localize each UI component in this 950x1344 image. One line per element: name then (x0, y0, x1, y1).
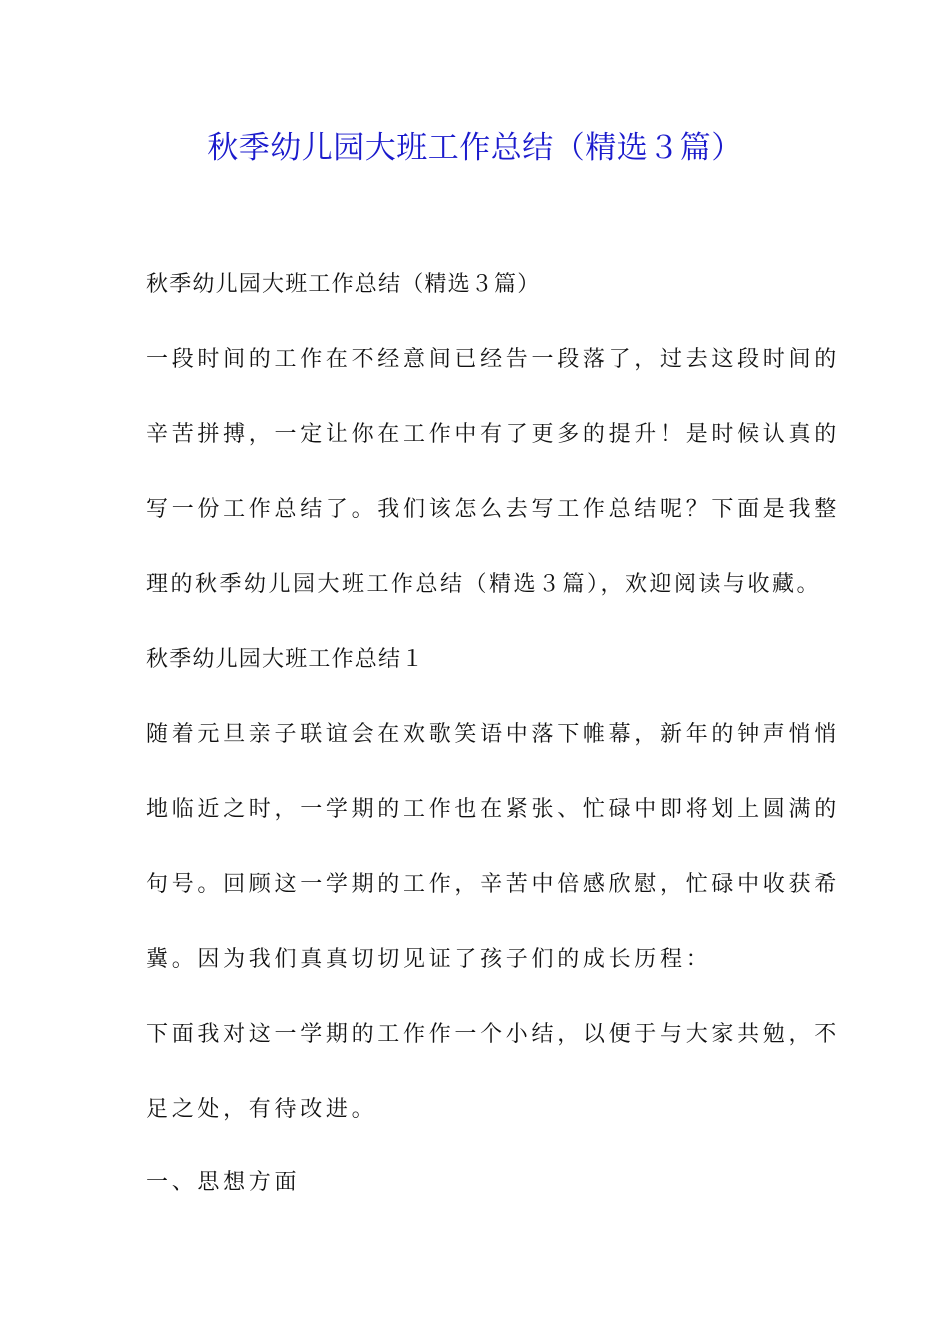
paragraph-line: 写一份工作总结了。我们该怎么去写工作总结呢？下面是我整 (146, 497, 840, 522)
paragraph-line: 辛苦拼搏，一定让你在工作中有了更多的提升！是时候认真的 (146, 422, 840, 447)
paragraph-line: 一段时间的工作在不经意间已经告一段落了，过去这段时间的 (146, 347, 840, 372)
paragraph-line: 句号。回顾这一学期的工作，辛苦中倍感欣慰，忙碌中收获希 (146, 872, 840, 897)
document-title: 秋季幼儿园大班工作总结（精选３篇） (207, 130, 743, 166)
paragraph-line: 随着元旦亲子联谊会在欢歌笑语中落下帷幕，新年的钟声悄悄 (146, 722, 840, 747)
paragraph-line: 冀。因为我们真真切切见证了孩子们的成长历程： (146, 947, 712, 972)
section-heading: 秋季幼儿园大班工作总结１ (146, 647, 425, 672)
subtitle-line: 秋季幼儿园大班工作总结（精选３篇） (146, 272, 541, 297)
paragraph-line: 下面我对这一学期的工作作一个小结，以便于与大家共勉，不 (146, 1022, 840, 1047)
paragraph-line: 理的秋季幼儿园大班工作总结（精选３篇），欢迎阅读与收藏。 (146, 572, 822, 597)
paragraph-line: 足之处，有待改进。 (146, 1097, 378, 1122)
section-heading: 一、思想方面 (146, 1170, 301, 1195)
paragraph-line: 地临近之时，一学期的工作也在紧张、忙碌中即将划上圆满的 (146, 797, 840, 822)
